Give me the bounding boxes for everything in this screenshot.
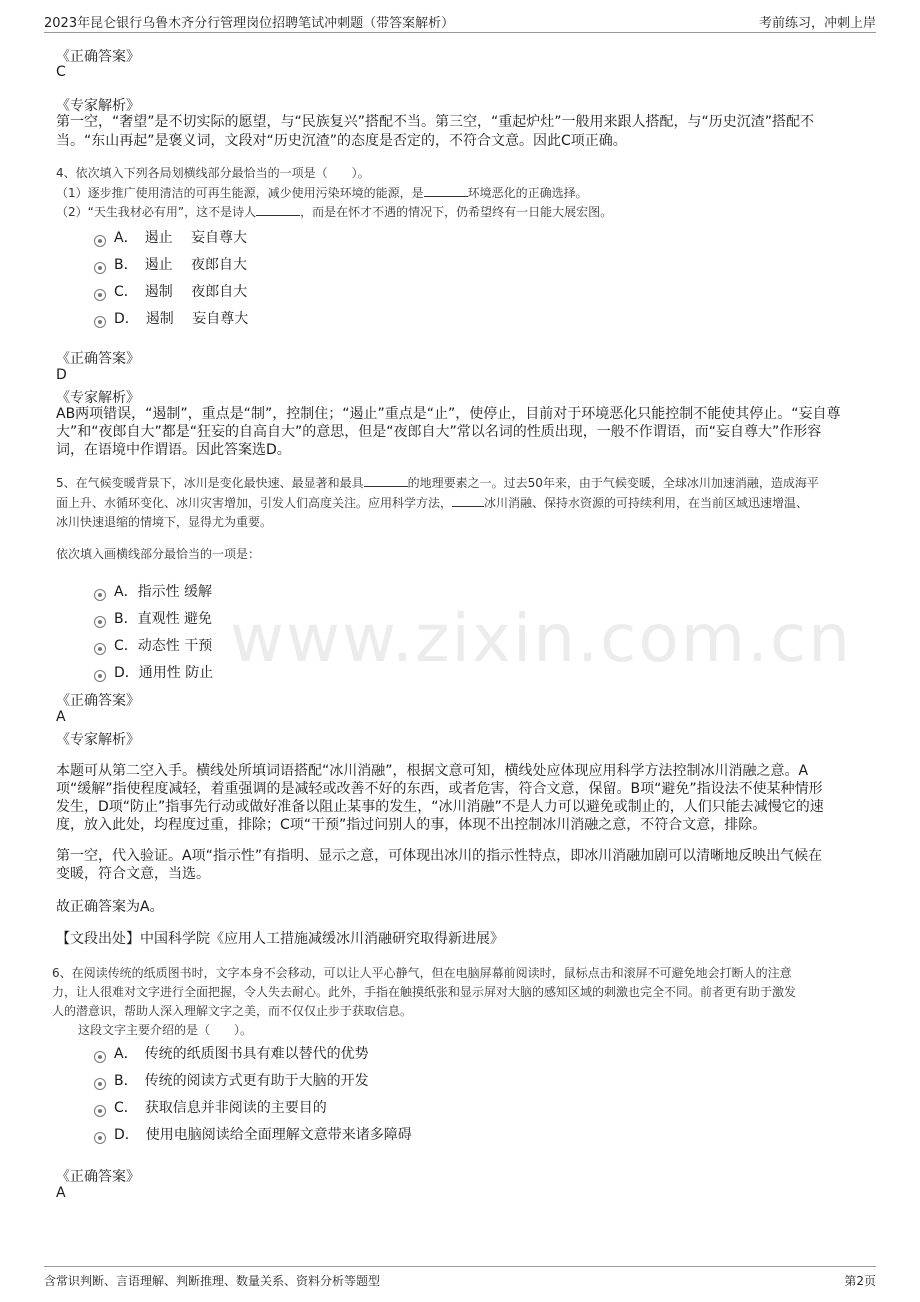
radio-button[interactable] <box>94 235 106 247</box>
analysis-label: 《专家解析》 <box>56 98 140 114</box>
stem-text: 面上升、水循环变化、冰川灾害增加，引发人们高度关注。应用科学方法， <box>56 496 453 510</box>
radio-button[interactable] <box>94 1132 106 1144</box>
answer-value: A <box>56 1185 66 1201</box>
analysis-label: 《专家解析》 <box>56 390 140 406</box>
answer-label: 《正确答案》 <box>56 693 140 709</box>
fill-blank <box>424 184 468 197</box>
analysis-line: 度，放入此处，均程度过重，排除；C项“干预”指过问别人的事，体现不出控制冰川消融之意，不符合文意，排除。 <box>56 817 767 833</box>
sentence-text: ，而是在怀才不遇的情况下，仍希望终有一日能大展宏图。 <box>300 205 613 219</box>
analysis-line: 发生，D项“防止”指事先行动或做好准备以阻止某事的发生，“冰川消融”不是人力可以避免或制止的，人们只能去减慢它的速 <box>56 799 824 815</box>
analysis-conclusion: 故正确答案为A。 <box>56 899 164 915</box>
option-a[interactable]: A． 传统的纸质图书具有难以替代的优势 <box>114 1046 369 1062</box>
option-c[interactable]: C．动态性 干预 <box>114 638 213 654</box>
page-footer <box>44 1266 876 1289</box>
radio-button[interactable] <box>94 1078 106 1090</box>
option-b[interactable]: B． 传统的阅读方式更有助于大脑的开发 <box>114 1073 369 1089</box>
analysis-line: 大”和“夜郎自大”都是“狂妄的自高自大”的意思，但是“夜郎自大”常以名词的性质出现，一般不作谓语，而“妄自尊大”作形容 <box>56 424 822 440</box>
sentence-text: 环境恶化的正确选择。 <box>467 186 588 200</box>
option-a[interactable]: A． 遏止 妄自尊大 <box>114 230 248 246</box>
answer-value: D <box>56 367 67 383</box>
answer-value: A <box>56 709 66 725</box>
radio-button[interactable] <box>94 670 106 682</box>
question-prompt: 依次填入画横线部分最恰当的一项是： <box>56 547 261 561</box>
analysis-line: 项“缓解”指使程度减轻，着重强调的是减轻或改善不好的东西，或者危害，符合文意，保留。B项“避免”指设法不使某种情形 <box>56 781 823 797</box>
radio-button[interactable] <box>94 643 106 655</box>
analysis-line: 变暖，符合文意，当选。 <box>56 866 210 882</box>
sentence-text: （1）逐步推广使用清洁的可再生能源，减少使用污染环境的能源，是 <box>56 186 424 200</box>
question-prompt: 这段文字主要介绍的是（ ）。 <box>78 1023 253 1037</box>
option-b[interactable]: B．直观性 避免 <box>114 611 213 627</box>
question-stem: 冰川快速退缩的情境下，显得尤为重要。 <box>56 515 273 529</box>
radio-button[interactable] <box>94 616 106 628</box>
question-stem <box>56 474 819 493</box>
question-stem: 4、依次填入下列各局划横线部分最恰当的一项是（ ）。 <box>56 166 370 180</box>
radio-button[interactable] <box>94 589 106 601</box>
sentence-text: （2）“天生我材必有用”，这不是诗人 <box>56 205 257 219</box>
analysis-line: 本题可从第二空入手。横线处所填词语搭配“冰川消融”，根据文意可知，横线处应体现应用科学方法控制冰川消融之意。A <box>56 763 809 779</box>
header-slogan: 考前练习，冲刺上岸 <box>758 16 876 31</box>
answer-label: 《正确答案》 <box>56 1169 140 1185</box>
answer-label: 《正确答案》 <box>56 351 140 367</box>
radio-button[interactable] <box>94 316 106 328</box>
answer-value: C <box>56 64 66 80</box>
answer-label: 《正确答案》 <box>56 49 140 65</box>
option-d[interactable]: D． 遏制 妄自尊大 <box>114 311 249 327</box>
option-d[interactable]: D． 使用电脑阅读给全面理解文意带来诸多障碍 <box>114 1127 412 1143</box>
question-sentence <box>56 203 612 222</box>
radio-button[interactable] <box>94 262 106 274</box>
question-sentence <box>56 184 588 203</box>
footer-description: 含常识判断、言语理解、判断推理、数量关系、资料分析等题型 <box>44 1274 381 1288</box>
document-title: 2023年昆仑银行乌鲁木齐分行管理岗位招聘笔试冲刺题（带答案解析） <box>44 16 455 31</box>
watermark: www.zixin.com.cn <box>230 600 853 677</box>
stem-text: 的地理要素之一。过去50年来，由于气候变暖，全球冰川加速消融，造成海平 <box>407 476 819 490</box>
analysis-line: 第一空，“奢望”是不切实际的愿望，与“民族复兴”搭配不当。第三空，“重起炉灶”一般用来跟人搭配，与“历史沉渣”搭配不 <box>56 114 815 130</box>
option-d[interactable]: D．通用性 防止 <box>114 665 214 681</box>
analysis-line: 当。“东山再起”是褒义词，文段对“历史沉渣”的态度是否定的，不符合文意。因此C项正确。 <box>56 133 627 149</box>
page-number: 第2页 <box>844 1274 876 1288</box>
fill-blank <box>364 474 408 487</box>
radio-button[interactable] <box>94 1051 106 1063</box>
stem-text: 5、在气候变暖背景下，冰川是变化最快速、最显著和最具 <box>56 476 364 490</box>
analysis-line: AB两项错误，“遏制”，重点是“制”，控制住；“遏止”重点是“止”，使停止，目前对于环境恶化只能控制不能使其停止。“妄自尊 <box>56 406 841 422</box>
radio-button[interactable] <box>94 1105 106 1117</box>
analysis-line: 词，在语境中作谓语。因此答案选D。 <box>56 442 291 458</box>
option-c[interactable]: C． 遏制 夜郎自大 <box>114 284 248 300</box>
option-a[interactable]: A．指示性 缓解 <box>114 584 213 600</box>
page-header <box>44 12 876 33</box>
question-stem: 6、在阅读传统的纸质图书时，文字本身不会移动，可以让人平心静气，但在电脑屏幕前阅读时，鼠标点击和滚屏不可避免地会打断人的注意 <box>52 966 792 980</box>
analysis-line: 第一空，代入验证。A项“指示性”有指明、显示之意，可体现出冰川的指示性特点，即冰川消融加剧可以清晰地反映出气候在 <box>56 848 823 864</box>
question-stem: 力，让人很难对文字进行全面把握，令人失去耐心。此外，手指在触摸纸张和显示屏对大脑的感知区域的刺激也完全不同。前者更有助于激发 <box>52 985 797 999</box>
question-stem: 人的潜意识，帮助人深入理解文字之美，而不仅仅止步于获取信息。 <box>52 1004 413 1018</box>
source-citation: 【文段出处】中国科学院《应用人工措施减缓冰川消融研究取得新进展》 <box>56 931 504 947</box>
question-stem <box>56 494 808 513</box>
option-b[interactable]: B． 遏止 夜郎自大 <box>114 257 248 273</box>
fill-blank <box>452 494 484 507</box>
stem-text: 冰川消融、保持水资源的可持续利用，在当前区域迅速增温、 <box>484 496 809 510</box>
radio-button[interactable] <box>94 289 106 301</box>
option-c[interactable]: C． 获取信息并非阅读的主要目的 <box>114 1100 327 1116</box>
analysis-label: 《专家解析》 <box>56 732 140 748</box>
fill-blank <box>256 203 300 216</box>
